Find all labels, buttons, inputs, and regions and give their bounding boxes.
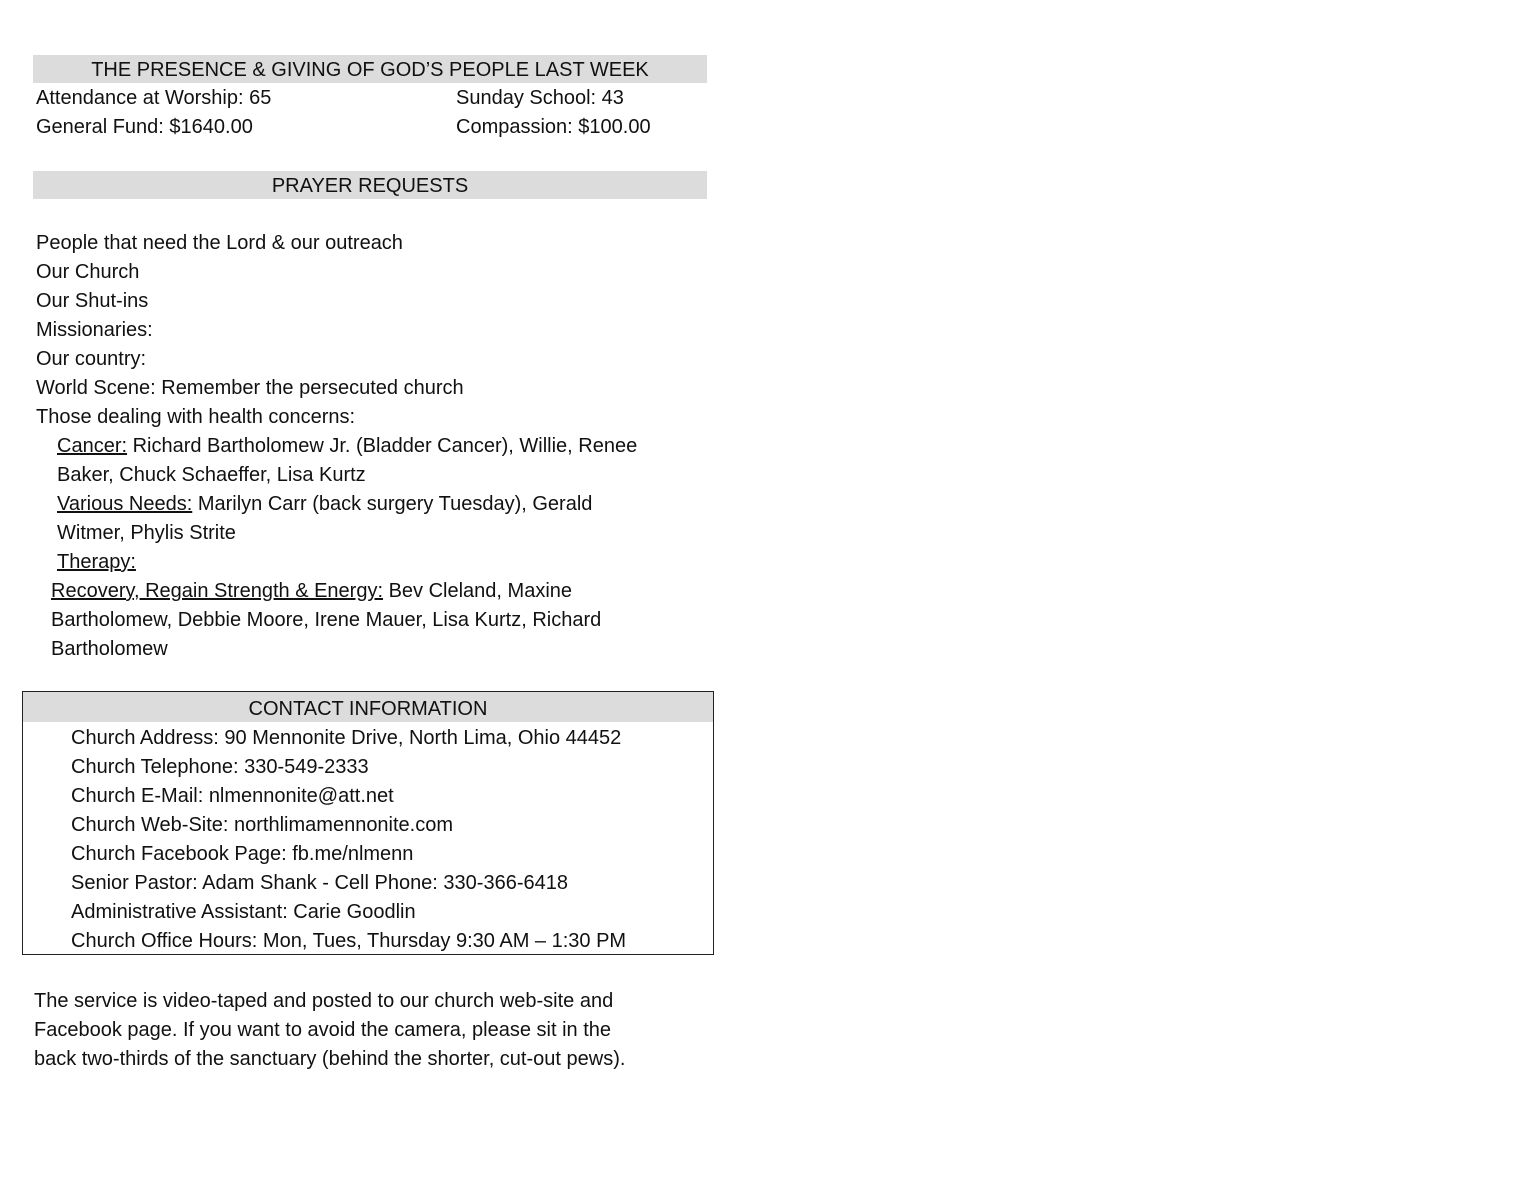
compassion-text: Compassion: $100.00: [456, 116, 651, 138]
prayer-item: World Scene: Remember the persecuted church: [36, 377, 464, 399]
church-address: Church Address: 90 Mennonite Drive, North Lima, Ohio 44452: [71, 727, 622, 749]
church-email: Church E-Mail: nlmennonite@att.net: [71, 785, 394, 807]
video-note-line: The service is video-taped and posted to our church web-site and: [34, 990, 614, 1012]
cancer-line: [57, 432, 637, 461]
various-needs-cont: Witmer, Phylis Strite: [57, 522, 236, 544]
presence-header: THE PRESENCE & GIVING OF GOD’S PEOPLE LAST WEEK: [33, 55, 707, 83]
recovery-names: Bev Cleland, Maxine: [383, 580, 573, 602]
video-note: [34, 987, 724, 1074]
various-needs-label: Various Needs:: [57, 493, 193, 515]
cancer-label: Cancer:: [57, 435, 128, 457]
recovery-line: [51, 577, 572, 606]
video-note-line: back two-thirds of the sanctuary (behind the shorter, cut-out pews).: [34, 1048, 626, 1070]
prayer-item: Our Church: [36, 261, 140, 283]
recovery-names-cont: Bartholomew: [51, 638, 168, 660]
prayer-item: Our Shut-ins: [36, 290, 149, 312]
prayer-header: PRAYER REQUESTS: [33, 171, 707, 199]
admin-assistant: Administrative Assistant: Carie Goodlin: [71, 901, 416, 923]
video-note-line: Facebook page. If you want to avoid the camera, please sit in the: [34, 1019, 612, 1041]
cancer-names: Richard Bartholomew Jr. (Bladder Cancer), Willie, Renee: [127, 435, 638, 457]
recovery-label: Recovery, Regain Strength & Energy:: [51, 580, 384, 602]
office-hours: Church Office Hours: Mon, Tues, Thursday 9:30 AM – 1:30 PM: [71, 930, 627, 952]
church-website: Church Web-Site: northlimamennonite.com: [71, 814, 454, 836]
attendance-text: Attendance at Worship: 65: [36, 87, 272, 109]
prayer-item: People that need the Lord & our outreach: [36, 232, 403, 254]
prayer-item: Our country:: [36, 348, 147, 370]
cancer-names-cont: Baker, Chuck Schaeffer, Lisa Kurtz: [57, 464, 366, 486]
senior-pastor: Senior Pastor: Adam Shank - Cell Phone: 330-366-6418: [71, 872, 568, 894]
various-needs-line: [57, 490, 592, 519]
recovery-names-cont: Bartholomew, Debbie Moore, Irene Mauer, Lisa Kurtz, Richard: [51, 609, 602, 631]
sunday-school-text: Sunday School: 43: [456, 87, 624, 109]
contact-box: [22, 691, 714, 955]
general-fund-text: General Fund: $1640.00: [36, 116, 253, 138]
church-telephone: Church Telephone: 330-549-2333: [71, 756, 369, 778]
prayer-item: Those dealing with health concerns:: [36, 406, 356, 428]
contact-lines: [71, 724, 626, 956]
prayer-item: Missionaries:: [36, 319, 153, 341]
contact-header: CONTACT INFORMATION: [23, 692, 713, 722]
church-facebook: Church Facebook Page: fb.me/nlmenn: [71, 843, 414, 865]
therapy-label: Therapy:: [57, 551, 136, 573]
various-needs-names: Marilyn Carr (back surgery Tuesday), Gerald: [192, 493, 593, 515]
